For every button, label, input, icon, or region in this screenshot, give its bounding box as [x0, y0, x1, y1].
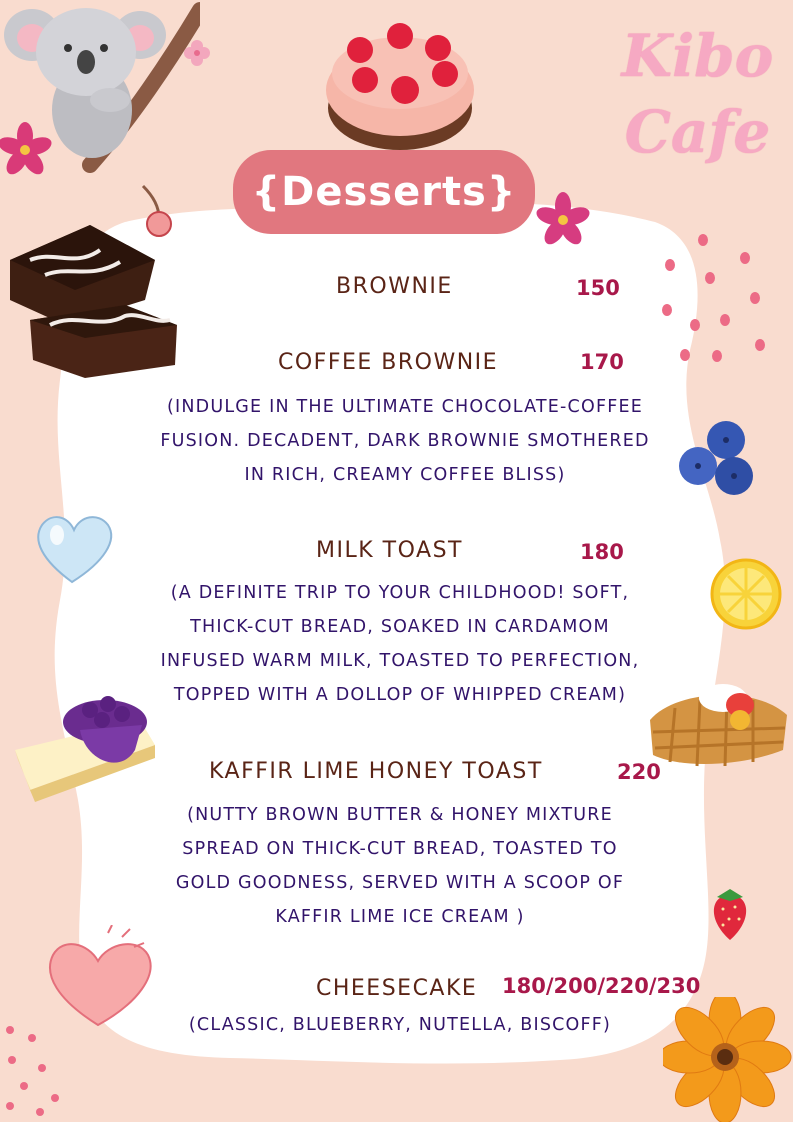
description-line: (INDULGE IN THE ULTIMATE CHOCOLATE-COFFEE — [166, 397, 643, 417]
item-description-kaffir-lime-honey-toast — [95, 798, 705, 934]
item-price-brownie: 150 — [576, 276, 620, 300]
item-price-milk-toast: 180 — [580, 540, 624, 564]
item-price-cheesecake: 180/200/220/230 — [502, 974, 701, 998]
section-title: {Desserts} — [251, 169, 517, 215]
item-price-coffee-brownie: 170 — [580, 350, 624, 374]
cake-icon — [320, 18, 480, 158]
description-line: (A DEFINITE TRIP TO YOUR CHILDHOOD! SOFT, — [170, 583, 630, 603]
description-line: KAFFIR LIME ICE CREAM ) — [275, 907, 525, 927]
description-line: GOLD GOODNESS, SERVED WITH A SCOOP OF — [175, 873, 625, 893]
small-flower-icon — [182, 38, 212, 68]
pink-flower-icon — [533, 190, 593, 250]
description-line: (CLASSIC, BLUEBERRY, NUTELLA, BISCOFF) — [188, 1015, 612, 1035]
description-line: (NUTTY BROWN BUTTER & HONEY MIXTURE — [187, 805, 613, 825]
item-price-kaffir-lime-honey-toast: 220 — [617, 760, 661, 784]
item-name-coffee-brownie: COFFEE BROWNIE — [278, 350, 499, 375]
dots-bottom-icon — [0, 1020, 80, 1120]
description-line: FUSION. DECADENT, DARK BROWNIE SMOTHERED — [160, 431, 650, 451]
lemon-icon — [708, 556, 788, 636]
strawberry-icon — [705, 885, 755, 945]
flower-icon — [0, 120, 60, 180]
item-name-milk-toast: MILK TOAST — [316, 538, 463, 563]
item-name-kaffir-lime-honey-toast: KAFFIR LIME HONEY TOAST — [209, 759, 543, 784]
item-name-brownie: BROWNIE — [336, 274, 453, 299]
brand-line-1: Kibo — [621, 22, 774, 90]
dots-icon — [655, 230, 775, 370]
section-title-badge — [233, 150, 535, 234]
description-line: THICK-CUT BREAD, SOAKED IN CARDAMOM — [190, 617, 610, 637]
description-line: TOPPED WITH A DOLLOP OF WHIPPED CREAM) — [173, 685, 627, 705]
item-description-cheesecake — [95, 1008, 705, 1042]
brand-line-2: Cafe — [624, 98, 771, 166]
brand-logo — [610, 18, 785, 170]
brownie-icon — [5, 220, 185, 380]
item-name-cheesecake: CHEESECAKE — [316, 976, 478, 1001]
description-line: SPREAD ON THICK-CUT BREAD, TOASTED TO — [182, 839, 618, 859]
description-line: INFUSED WARM MILK, TOASTED TO PERFECTION, — [160, 651, 640, 671]
item-description-milk-toast — [95, 576, 705, 712]
description-line: IN RICH, CREAMY COFFEE BLISS) — [244, 465, 566, 485]
item-description-coffee-brownie — [100, 390, 710, 492]
